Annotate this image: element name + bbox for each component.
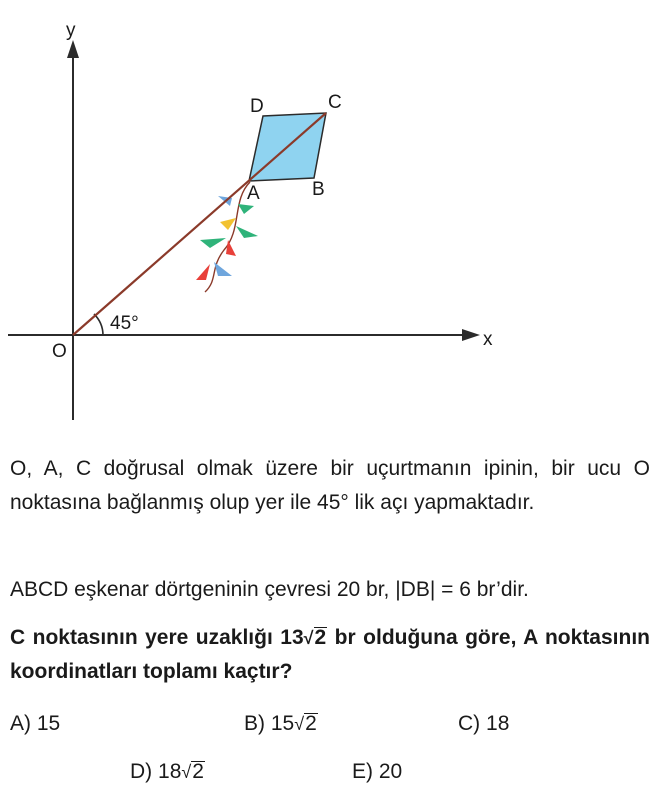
option-c-letter: C) (458, 712, 481, 735)
ribbon-green-3 (200, 238, 226, 248)
option-a[interactable] (10, 712, 60, 736)
point-c-label: C (328, 92, 342, 113)
point-a-label: A (247, 183, 260, 204)
option-b-value: 15 (270, 712, 295, 735)
question-text (10, 621, 650, 689)
x-axis-label: x (483, 329, 493, 350)
x-axis-arrow-icon (462, 329, 480, 341)
option-a-value: 15 (36, 712, 61, 735)
problem-paragraph-2: ABCD eşkenar dörtgeninin çevresi 20 br, |DB| = 6 br’dir. (10, 578, 529, 601)
sqrt-icon: √ (303, 628, 314, 648)
option-a-letter: A) (10, 712, 31, 735)
question-sqrt-value: 2 (314, 626, 327, 649)
sqrt-icon: √ (181, 762, 192, 782)
sqrt-icon: √ (294, 714, 305, 734)
y-axis-arrow-icon (67, 40, 79, 58)
ribbon-yellow (220, 218, 236, 230)
y-axis-label: y (66, 20, 76, 41)
angle-arc (94, 314, 103, 335)
question-part-2: br olduğuna göre, A noktasının koordinatları toplamı kaçtır? (10, 626, 650, 683)
point-d-label: D (250, 96, 264, 117)
ribbon-blue-2 (214, 262, 232, 276)
ribbon-green-1 (238, 204, 254, 214)
question-part-1: C noktasının yere uzaklığı 13 (10, 626, 304, 649)
ribbon-red-2 (196, 264, 210, 280)
option-c-value: 18 (486, 712, 510, 735)
problem-paragraph-1: O, A, C doğrusal olmak üzere bir uçurtmanın ipinin, bir ucu O noktasına bağlanmış olup yer ile 45° lik açı yapmaktadır. (10, 457, 650, 514)
point-b-label: B (312, 179, 325, 200)
option-d[interactable] (130, 760, 205, 784)
angle-label: 45° (110, 313, 139, 334)
origin-label: O (52, 341, 67, 362)
option-e-value: 20 (378, 760, 403, 783)
option-b[interactable] (244, 712, 318, 736)
option-b-sqrt: 2 (305, 712, 317, 735)
option-e[interactable] (352, 760, 402, 784)
option-d-value: 18 (158, 760, 182, 783)
option-c[interactable] (458, 712, 509, 736)
kite-string (73, 113, 326, 335)
option-d-letter: D) (130, 760, 153, 783)
option-d-sqrt: 2 (192, 760, 204, 783)
ribbon-green-2 (236, 226, 258, 238)
ribbon-red-1 (226, 240, 236, 256)
option-b-letter: B) (244, 712, 265, 735)
option-e-letter: E) (352, 760, 373, 783)
